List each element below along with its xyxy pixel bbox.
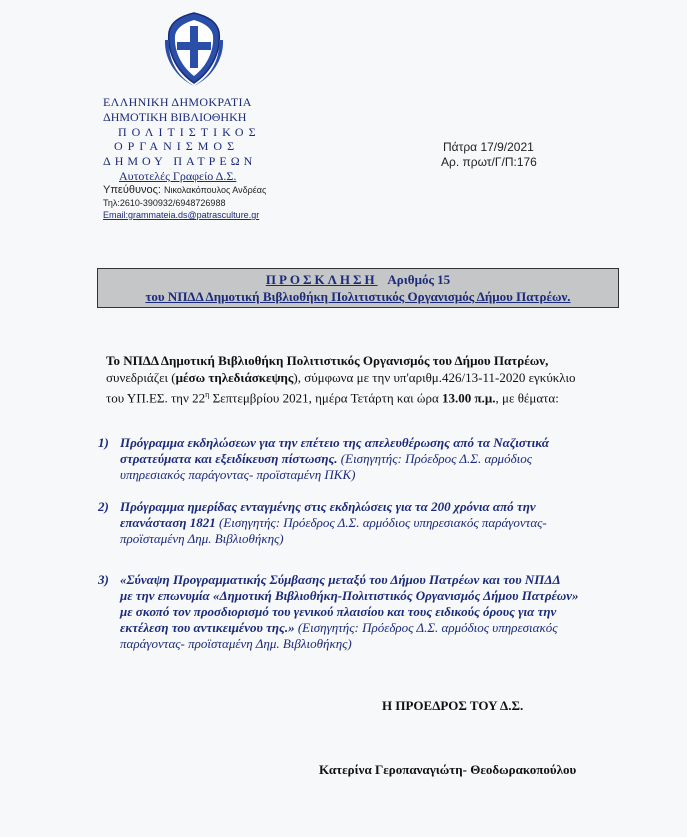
- responsible-label: Υπεύθυνος:: [103, 184, 161, 196]
- protocol-number: Αρ. πρωτ/Γ/Π:176: [441, 155, 537, 169]
- header-office: Αυτοτελές Γραφείο Δ.Σ.: [119, 169, 237, 183]
- item-line: υπηρεσιακός παράγοντας- προϊσταμένη ΠΚΚ): [120, 467, 356, 482]
- president-title: Η ΠΡΟΕΔΡΟΣ ΤΟΥ Δ.Σ.: [382, 698, 524, 713]
- intro-text: Σεπτεμβρίου 2021, ημέρα Τετάρτη και ώρα: [209, 390, 443, 406]
- intro-line-3: [106, 386, 616, 406]
- responsible-line: [103, 184, 266, 196]
- header-cultural: ΠΟΛΙΤΙΣΤΙΚΟΣ: [118, 125, 261, 139]
- meeting-time: 13.00 π.μ.: [442, 390, 496, 406]
- item-line: προϊσταμένη Δημ. Βιβλιοθήκης): [120, 531, 284, 546]
- item-line: με σκοπό τον προσδιορισμό του γενικού πλαισίου και τους ειδικούς όρους για την: [120, 604, 557, 619]
- email-link[interactable]: Email:grammateia.ds@patrasculture.gr: [103, 210, 260, 220]
- item-line: (Εισηγητής: Πρόεδρος Δ.Σ. αρμόδιος: [337, 451, 533, 466]
- item-line: (Εισηγητής: Πρόεδρος Δ.Σ. αρμόδιος υπηρεσιακός: [294, 620, 558, 635]
- header-municipality: ΔΗΜΟΥ ΠΑΤΡΕΩΝ: [103, 154, 257, 168]
- item-number: 1): [98, 435, 109, 450]
- intro-sup: η: [205, 390, 210, 399]
- item-number: 3): [98, 572, 109, 587]
- item-line: με την επωνυμία «Δημοτική Βιβλιοθήκη-Πολιτιστικός Οργανισμός Δήμου Πατρέων»: [120, 588, 579, 603]
- signature-name: Κατερίνα Γεροπαναγιώτη- Θεοδωρακοπούλου: [319, 762, 577, 777]
- item-line: επανάσταση 1821: [120, 515, 216, 530]
- intro-paragraph: [106, 352, 616, 406]
- item-line: Πρόγραμμα ημερίδας ενταγμένης στις εκδηλώσεις για τα 200 χρόνια από την: [120, 499, 536, 514]
- intro-text: του ΥΠ.ΕΣ. την 22: [106, 390, 206, 406]
- item-line: «Σύναψη Προγραμματικής Σύμβασης μεταξύ του Δήμου Πατρέων και του ΝΠΔΔ: [120, 572, 561, 587]
- invitation-title-line: [98, 272, 618, 288]
- invitation-number: Αριθμός 15: [387, 272, 451, 287]
- item-line: (Εισηγητής: Πρόεδρος Δ.Σ. αρμόδιος υπηρεσιακός παράγοντας-: [215, 515, 547, 530]
- intro-text: συνεδριάζει (: [106, 370, 176, 385]
- item-line: Πρόγραμμα εκδηλώσεων για την επέτειο της απελευθέρωσης από τα Ναζιστικά: [120, 435, 550, 450]
- document-date: Πάτρα 17/9/2021: [443, 140, 534, 154]
- header-organization: ΟΡΓΑΝΙΣΜΟΣ: [114, 139, 240, 153]
- header-republic: ΕΛΛΗΝΙΚΗ ΔΗΜΟΚΡΑΤΙΑ: [103, 95, 252, 109]
- invitation-subtitle: του ΝΠΔΔ Δημοτική Βιβλιοθήκη Πολιτιστικός Οργανισμός Δήμου Πατρέων.: [145, 289, 571, 304]
- item-line: παράγοντας- προϊσταμένη Δημ. Βιβλιοθήκης): [120, 636, 352, 651]
- responsible-name: Νικολακόπουλος Ανδρέας: [164, 185, 267, 195]
- intro-line-1: Το ΝΠΔΔ Δημοτική Βιβλιοθήκη Πολιτιστικός Οργανισμός του Δήμου Πατρέων,: [106, 353, 549, 368]
- item-line: στρατεύματα και εξειδίκευση πίστωσης.: [120, 451, 338, 466]
- greek-emblem-icon: [163, 10, 225, 86]
- intro-line-2: [106, 369, 616, 386]
- invitation-box: [97, 268, 619, 308]
- intro-text: , με θέματα:: [495, 390, 559, 406]
- invitation-title: ΠΡΟΣΚΛΗΣΗ: [265, 272, 378, 287]
- intro-text: ), σύμφωνα με την υπ'αριθμ.426/13-11-2020 εγκύκλιο: [293, 370, 576, 385]
- item-line: εκτέλεση του αντικειμένου της.»: [120, 620, 295, 635]
- header-library: ΔΗΜΟΤΙΚΗ ΒΙΒΛΙΟΘΗΚΗ: [103, 110, 247, 124]
- telephone: Τηλ:2610-390932/6948726988: [103, 198, 226, 208]
- intro-emphasis: μέσω τηλεδιάσκεψης: [175, 370, 294, 385]
- item-number: 2): [98, 499, 109, 514]
